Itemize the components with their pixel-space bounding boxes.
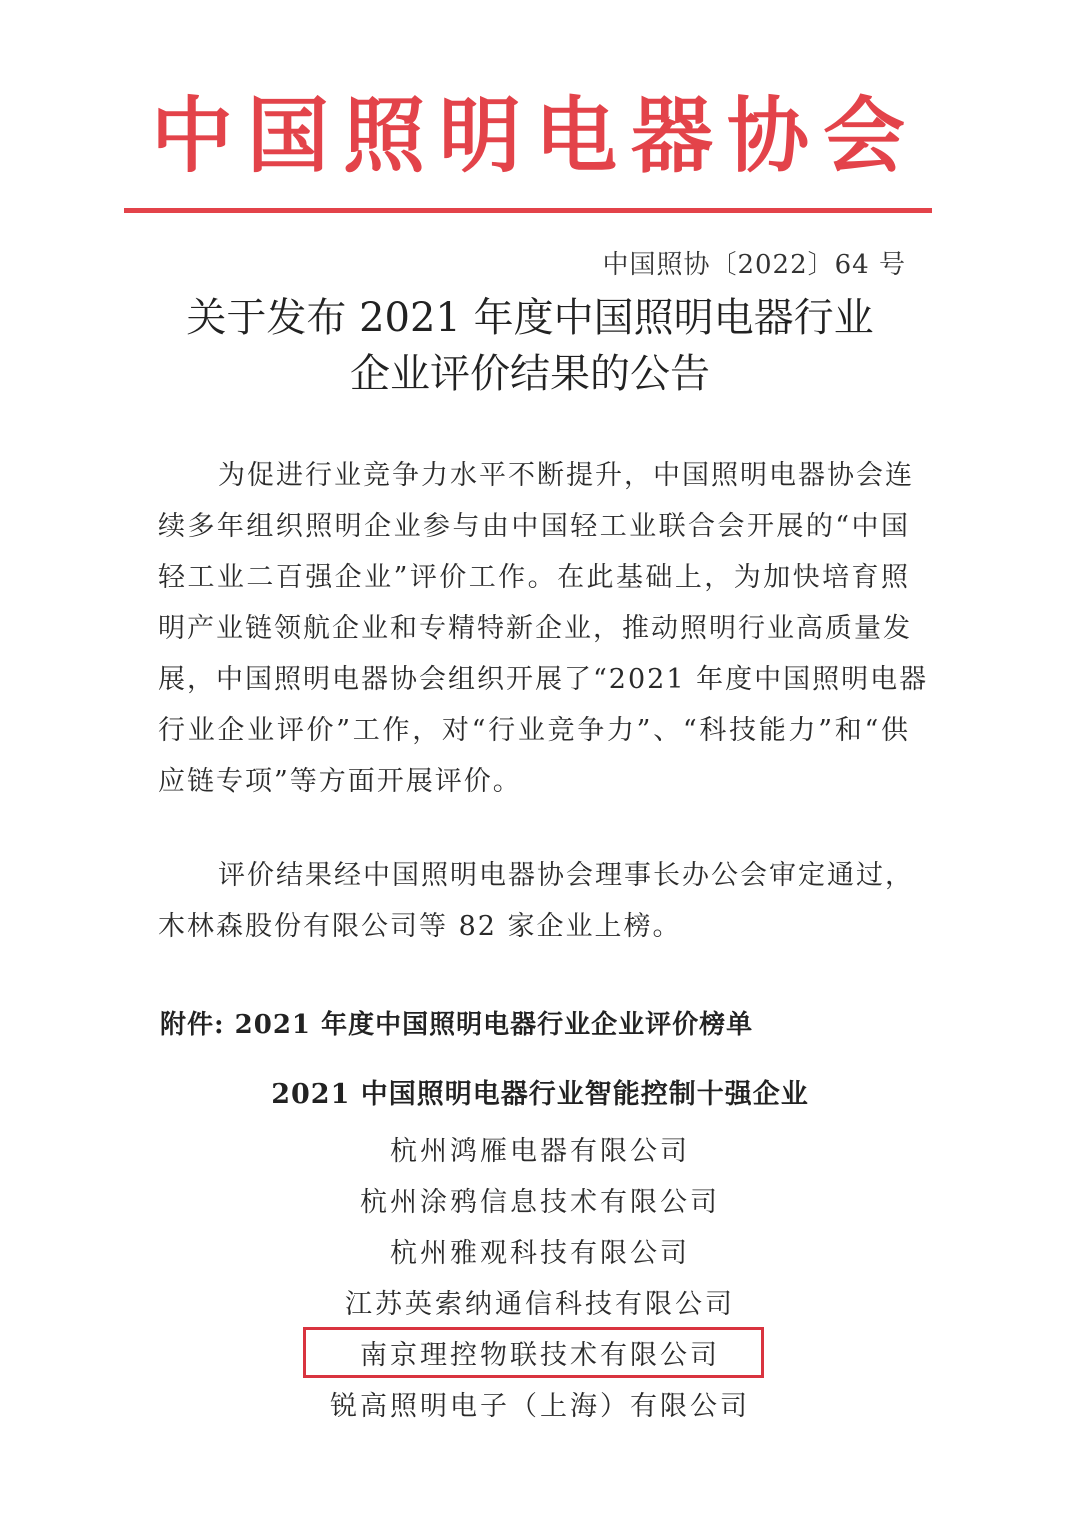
document-title-line-2: 企业评价结果的公告	[350, 351, 710, 397]
body-paragraph-1	[158, 450, 929, 807]
list-item: 锐高照明电子（上海）有限公司	[330, 1391, 750, 1422]
letterhead-organization: 中国照明电器协会	[150, 89, 919, 184]
document-number: 中国照协〔2022〕64 号	[602, 250, 906, 280]
paragraph-line: 为促进行业竞争力水平不断提升，中国照明电器协会连	[218, 460, 914, 491]
letterhead-red-rule	[124, 208, 932, 213]
paragraph-line: 续多年组织照明企业参与由中国轻工业联合会开展的“中国	[158, 511, 910, 542]
paragraph-line: 明产业链领航企业和专精特新企业，推动照明行业高质量发	[158, 613, 912, 644]
ranking-list-title: 2021 中国照明电器行业智能控制十强企业	[271, 1079, 809, 1110]
list-item: 杭州涂鸦信息技术有限公司	[360, 1187, 720, 1218]
list-item: 杭州鸿雁电器有限公司	[390, 1136, 690, 1167]
paragraph-line: 轻工业二百强企业”评价工作。在此基础上，为加快培育照	[158, 562, 910, 593]
paragraph-line: 展，中国照明电器协会组织开展了“2021 年度中国照明电器	[158, 664, 929, 695]
body-paragraph-2	[158, 850, 914, 952]
document-title-line-1: 关于发布 2021 年度中国照明电器行业	[186, 295, 874, 341]
list-item-highlighted: 南京理控物联技术有限公司	[360, 1340, 720, 1371]
company-list	[0, 1126, 1080, 1432]
highlight-box	[303, 1327, 764, 1378]
paragraph-line: 应链专项”等方面开展评价。	[158, 766, 522, 797]
attachment-heading: 附件: 2021 年度中国照明电器行业企业评价榜单	[160, 1010, 754, 1040]
paragraph-line: 评价结果经中国照明电器协会理事长办公会审定通过，	[218, 860, 914, 891]
list-item: 杭州雅观科技有限公司	[390, 1238, 690, 1269]
list-item: 江苏英索纳通信科技有限公司	[345, 1289, 735, 1320]
paragraph-line: 木林森股份有限公司等 82 家企业上榜。	[158, 911, 682, 942]
paragraph-line: 行业企业评价”工作，对“行业竞争力”、“科技能力”和“供	[158, 715, 910, 746]
